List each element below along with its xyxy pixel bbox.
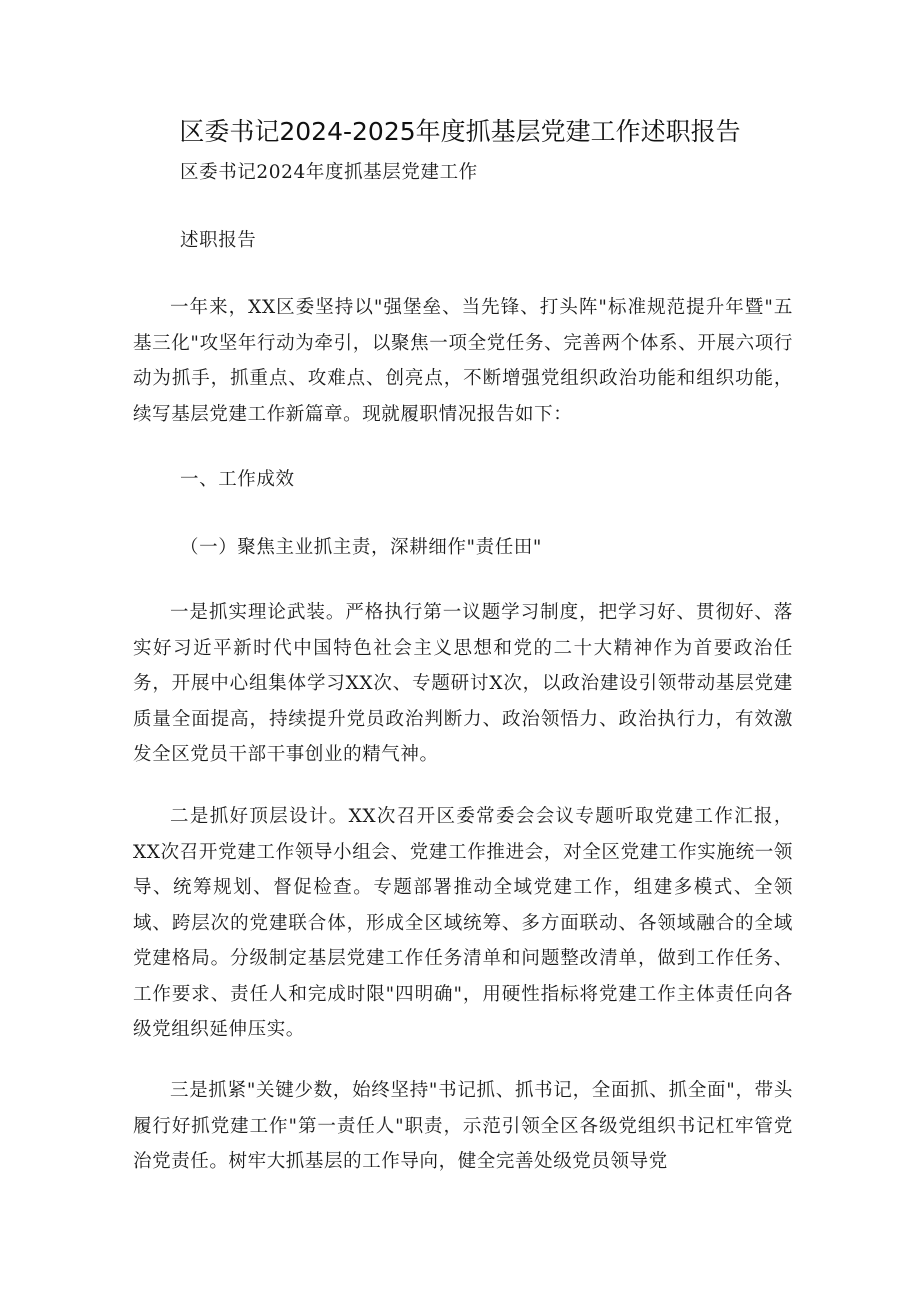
intro-paragraph: 一年来，XX区委坚持以"强堡垒、当先锋、打头阵"标准规范提升年暨"五基三化"攻坚年行动为牵引，以聚焦一项全党任务、完善两个体系、开展六项行动为抓手，抓重点、攻难点、创亮点，不断增强党组织政治功能和组织功能，续写基层党建工作新篇章。现就履职情况报告如下： — [133, 297, 793, 425]
paragraph-2: 二是抓好顶层设计。XX次召开区委常委会会议专题听取党建工作汇报，XX次召开党建工作领导小组会、党建工作推进会，对全区党建工作实施统一领导、统筹规划、督促检查。专题部署推动全域党建工作，组建多模式、全领域、跨层次的党建联合体，形成全区域统筹、多方面联动、各领域融合的全域党建格局。分级制定基层党建工作任务清单和问题整改清单，做到工作任务、工作要求、责任人和完成时限"四明确"，用硬性指标将党建工作主体责任向各级党组织延伸压实。 — [133, 806, 793, 1040]
subtitle-line-1: 区委书记2024年度抓基层党建工作 — [180, 162, 478, 183]
subtitle-line-2: 述职报告 — [180, 230, 257, 251]
subsection-heading: （一）聚焦主业抓主责，深耕细作"责任田" — [180, 537, 543, 558]
paragraph-3: 三是抓紧"关键少数，始终坚持"书记抓、抓书记，全面抓、抓全面"，带头履行好抓党建工作"第一责任人"职责，示范引领全区各级党组织书记杠牢管党治党责任。树牢大抓基层的工作导向，健全完善处级党员领导党 — [133, 1080, 793, 1172]
document-title: 区委书记2024-2025年度抓基层党建工作述职报告 — [179, 117, 741, 146]
paragraph-1: 一是抓实理论武装。严格执行第一议题学习制度，把学习好、贯彻好、落实好习近平新时代中国特色社会主义思想和党的二十大精神作为首要政治任务，开展中心组集体学习XX次、专题研讨X次，以政治建设引领带动基层党建质量全面提高，持续提升党员政治判断力、政治领悟力、政治执行力，有效激发全区党员干部干事创业的精气神。 — [133, 602, 793, 765]
section-heading: 一、工作成效 — [180, 469, 295, 490]
